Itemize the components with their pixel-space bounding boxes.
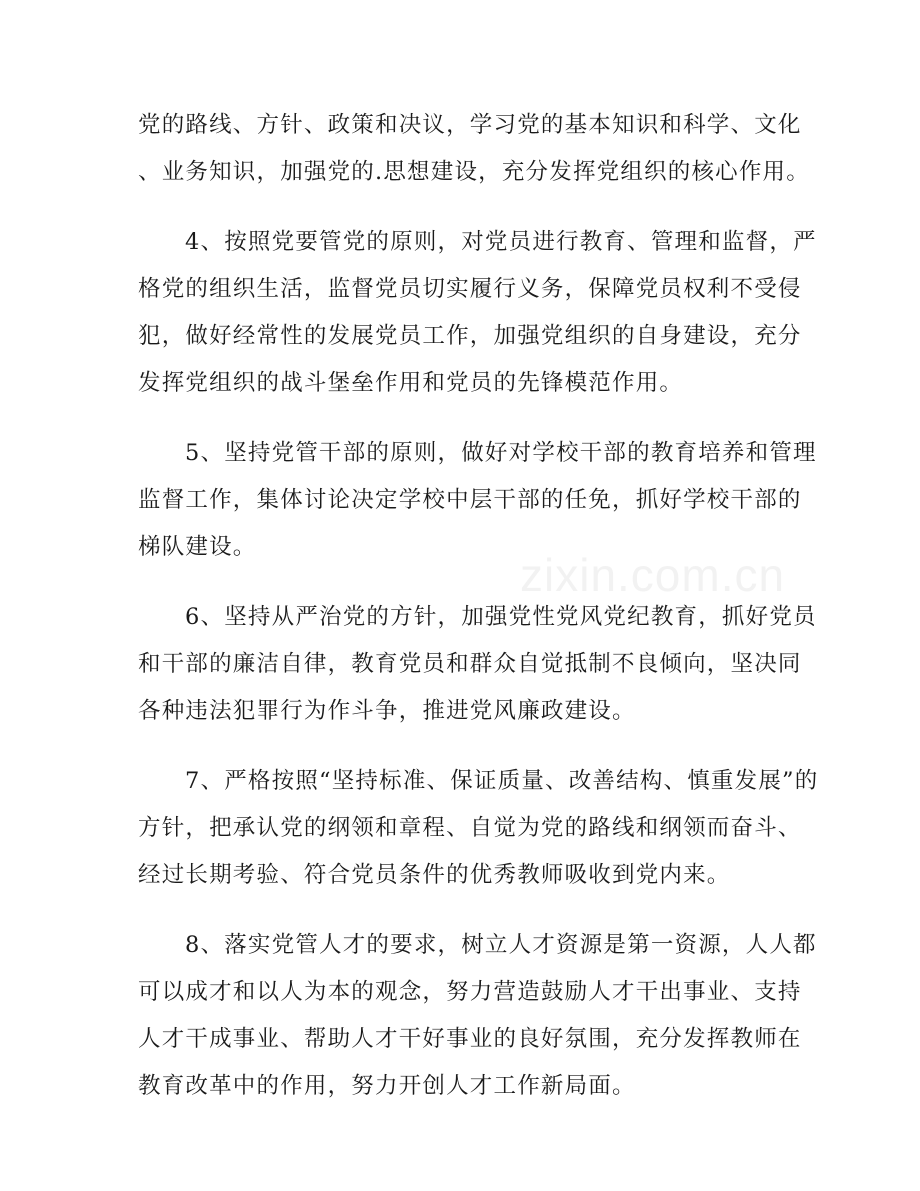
document-body — [138, 102, 819, 1133]
text-line: 发挥党组织的战斗堡垒作用和党员的先锋模范作用。 — [138, 370, 684, 396]
text-line: 和干部的廉洁自律，教育党员和群众自觉抵制不良倾向，坚决同 — [138, 651, 802, 677]
text-line: 梯队建设。 — [138, 534, 257, 560]
paragraph-item-4 — [138, 219, 817, 407]
paragraph-item-5 — [138, 430, 817, 571]
text-line: 党的路线、方针、政策和决议，学习党的基本知识和科学、文化 — [138, 112, 802, 138]
watermark: zixin.com.cn — [520, 549, 786, 601]
text-line: 6、坚持从严治党的方针，加强党性党风党纪教育，抓好党员 — [185, 604, 817, 630]
text-line: 方针，把承认党的纲领和章程、自觉为党的路线和纲领而奋斗、 — [138, 815, 802, 841]
text-line: 监督工作，集体讨论决定学校中层干部的任免，抓好学校干部的 — [138, 487, 802, 513]
text-line: 各种违法犯罪行为作斗争，推进党风廉政建设。 — [138, 698, 636, 724]
text-line: 教育改革中的作用，努力开创人才工作新局面。 — [138, 1073, 636, 1099]
text-line: 5、坚持党管干部的原则，做好对学校干部的教育培养和管理 — [185, 440, 817, 466]
text-line: 可以成才和以人为本的观念，努力营造鼓励人才干出事业、支持 — [138, 979, 802, 1005]
text-line: 4、按照党要管党的原则，对党员进行教育、管理和监督，严 — [185, 229, 817, 255]
text-line: 格党的组织生活，监督党员切实履行义务，保障党员权利不受侵 — [138, 276, 802, 302]
paragraph-item-6 — [138, 594, 817, 735]
paragraph-item-7 — [138, 758, 819, 899]
paragraph-continuation — [138, 102, 810, 196]
text-line: 、业务知识，加强党的.思想建设，充分发挥党组织的核心作用。 — [138, 159, 810, 185]
text-line: 8、落实党管人才的要求，树立人才资源是第一资源，人人都 — [185, 932, 817, 958]
text-line: 犯，做好经常性的发展党员工作，加强党组织的自身建设，充分 — [138, 323, 802, 349]
text-line: 7、严格按照“坚持标准、保证质量、改善结构、慎重发展”的 — [185, 768, 819, 794]
paragraph-item-8 — [138, 922, 817, 1110]
text-line: 经过长期考验、符合党员条件的优秀教师吸收到党内来。 — [138, 862, 731, 888]
text-line: 人才干成事业、帮助人才干好事业的良好氛围，充分发挥教师在 — [138, 1026, 802, 1052]
